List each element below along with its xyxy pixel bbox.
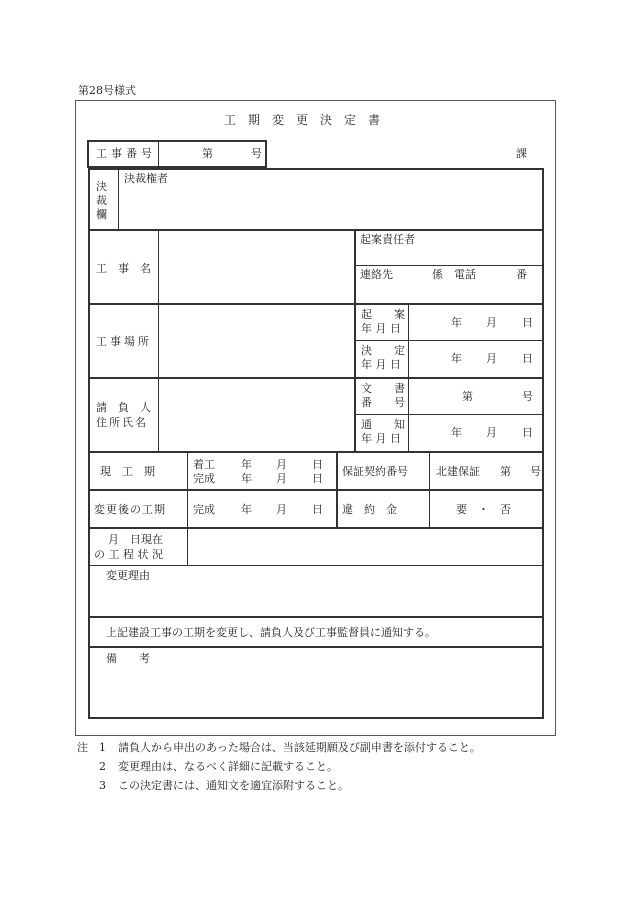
kansei-nen: 年 (241, 472, 252, 485)
tsuchi-label-2: 年 月 日 (361, 432, 401, 445)
kansei-tsuki: 月 (276, 472, 287, 485)
kettei-tsuki: 月 (486, 352, 497, 365)
note-2-text: 変更理由は、なるべく詳細に記載すること。 (118, 760, 338, 773)
henkogo-tsuki: 月 (276, 503, 287, 516)
kakari-label: 係 (432, 268, 443, 281)
tsuchi-tsuki: 月 (486, 426, 497, 439)
bunsho-dai: 第 (462, 390, 473, 403)
ukeoinin-label-1: 請 負 人 (96, 401, 151, 414)
henkogo-label: 変更後の工期 (94, 503, 166, 516)
kettei-nen: 年 (451, 352, 462, 365)
iyakukin-label: 違 約 金 (342, 503, 397, 516)
note-3-text: この決定書には、通知文を適宜添附すること。 (118, 779, 349, 792)
kian-sekininsha-label: 起案責任者 (360, 233, 415, 246)
kian-date-label-2: 年 月 日 (361, 322, 401, 335)
genkoki-label: 現 工 期 (100, 465, 155, 478)
hosho-keiyaku-label: 保証契約番号 (342, 465, 408, 478)
note-1-text: 請負人から申出のあった場合は、当該延期願及び副申書を添付すること。 (118, 741, 481, 754)
denwa-label: 電話 (454, 268, 476, 281)
henkogo-hi: 日 (312, 503, 323, 516)
koji-bango-label: 工事番号 (96, 147, 156, 160)
kansei-label: 完成 (193, 472, 215, 485)
koji-mei-label: 工 事 名 (96, 262, 151, 275)
kian-tsuki: 月 (486, 316, 497, 329)
note-2-num: 2 (99, 760, 106, 773)
hokuken-label: 北建保証 (436, 465, 480, 478)
kian-date-label-1: 起 案 (361, 308, 405, 321)
kettei-date-label-1: 決 定 (361, 344, 405, 357)
chakko-nen: 年 (241, 458, 252, 471)
koji-basho-label: 工事場所 (96, 335, 152, 348)
kettei-date-label-2: 年 月 日 (361, 358, 401, 371)
henkogo-kansei: 完成 (193, 503, 215, 516)
kian-nen: 年 (451, 316, 462, 329)
bunsho-label-1: 文 書 (361, 382, 405, 395)
yohi-label: 要 ・ 否 (456, 503, 511, 516)
kian-hi: 日 (522, 316, 533, 329)
kettei-hi: 日 (522, 352, 533, 365)
tsuchi-nen: 年 (451, 426, 462, 439)
notes-label: 注 (77, 741, 88, 754)
renrakusaki-label: 連絡先 (360, 268, 393, 281)
henkogo-nen: 年 (241, 503, 252, 516)
henko-riyu-label: 変更理由 (106, 569, 150, 582)
page-title: 工 期 変 更 決 定 書 (224, 113, 381, 127)
ban-label: 番 (516, 268, 527, 281)
chakko-tsuki: 月 (276, 458, 287, 471)
note-1-num: 1 (99, 741, 106, 754)
biko-label: 備 考 (106, 652, 150, 665)
bunsho-label-2: 番 号 (361, 396, 405, 409)
tsuchi-label-1: 通 知 (361, 418, 405, 431)
hokuken-go: 号 (530, 465, 541, 478)
form-id: 第28号様式 (78, 84, 136, 97)
bunsho-go: 号 (522, 390, 533, 403)
tsuchi-hi: 日 (522, 426, 533, 439)
hokuken-dai: 第 (500, 465, 511, 478)
koji-bango-dai: 第 (202, 147, 213, 160)
kessaikenja-label: 決裁権者 (124, 172, 168, 185)
kansei-hi: 日 (312, 472, 323, 485)
ka-label: 課 (516, 147, 527, 160)
genzai-label-1: 月 日現在 (108, 533, 163, 546)
chakko-label: 着工 (193, 458, 215, 471)
koji-bango-go: 号 (251, 147, 262, 160)
kessai-label: 決 裁 欄 (96, 180, 107, 221)
genzai-label-2: の 工 程 状 況 (94, 548, 163, 561)
chakko-hi: 日 (312, 458, 323, 471)
note-3-num: 3 (99, 779, 106, 792)
ukeoinin-label-2: 住所氏名 (96, 416, 148, 429)
statement-text: 上記建設工事の工期を変更し、請負人及び工事監督員に通知する。 (106, 626, 436, 639)
